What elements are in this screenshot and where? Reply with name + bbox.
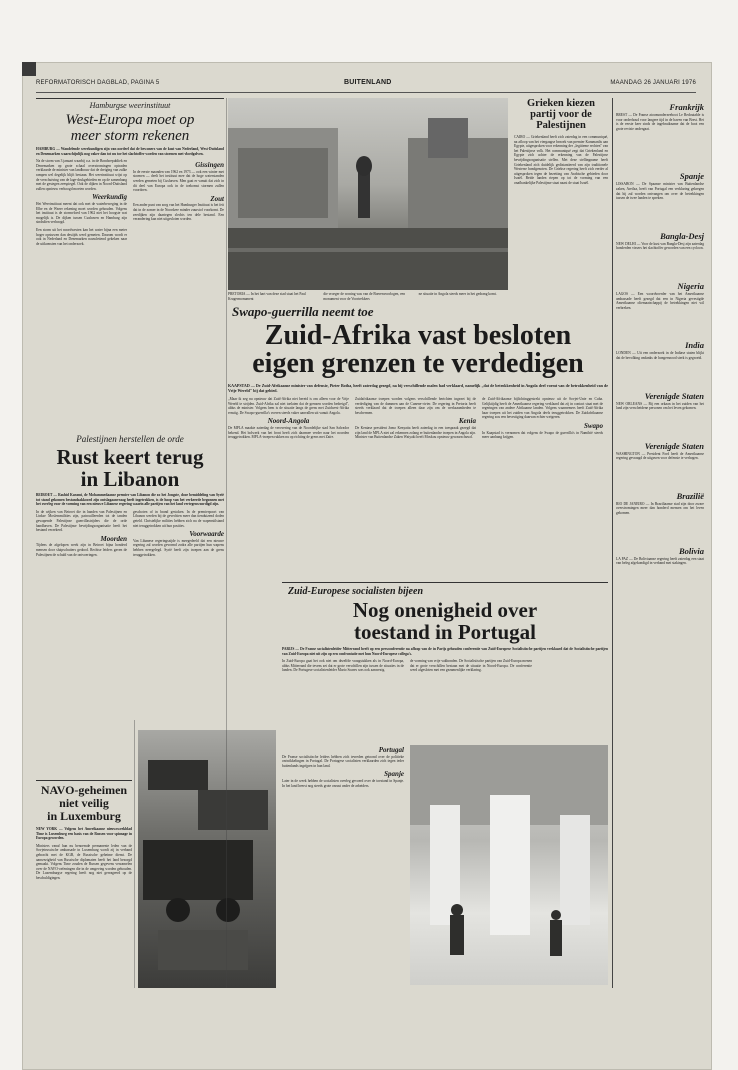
brief-verenigde-staten-2-title: Verenigde Staten <box>644 440 704 451</box>
article-navo <box>36 780 132 980</box>
brief-bolivia-title: Bolivia <box>678 545 704 556</box>
hamburg-sub-zout: Zout <box>210 194 224 203</box>
brief-spanje-body: LISSABON — De Spaanse minister van Buitenlandse zaken, Areilza, heeft van Portugal een verklaring gekregen dat hij zal worden ontvangen om over de betrekkingen tussen de twee landen te spreken. <box>616 182 704 201</box>
swapo-col3 <box>482 397 603 443</box>
swapo-col3b-text: In Kaapstad is vernomen dat volgens de Swapo de guerrilla's in Namibië steeds meer aanhang krijgen. <box>482 430 603 440</box>
portugal-continued <box>282 744 404 984</box>
hamburg-body3: Een storm uit het noordwesten kan het water bijna een meter hoger opstuwen dan destijds werd gemeten. Daarom wordt er ook in Nederland en Denemarken nauwlettend gekeken naar de uitkomsten van het onderzoek. <box>36 227 127 246</box>
brief-frankrijk <box>616 102 704 131</box>
navo-headline <box>36 784 132 823</box>
libanon-col1-text: In de wijken van Beiroet die in handen van Palestijnen en Linkse Moslemmilities zijn, patrouilleerden tot de tanden gewapende Palestijnse guerrillastrijders die de orde handhaven. De Palestijnse bevrijdingsorganisatie heeft het bestand verzekerd. <box>36 509 127 533</box>
libanon-col2-text: geschoten of in brand gestoken. In de premierpoort van Libanon werden bij de gevechten meer dan tienduizend doden geteld. Christelijke milities hebben zich na de wapenstilstand niet teruggetrokken uit hun posities. <box>133 509 224 528</box>
libanon-col1b-text: Tijdens de afgelopen week zijn in Beiroet bijna honderd mensen door sluipschutters gedood. Rechtse leiders gaven de Palestijnen de schuld van de ontvoeringen. <box>36 543 127 557</box>
header-section: BUITENLAND <box>344 79 392 86</box>
swapo-col2b-text: De Keniase president Jomo Kenyatta heeft zaterdag in een toespraak gezegd dat zijn land de MPLA niet zal erkennen zolang er buitenlandse troepen in Angola zijn. Minister van Buitenlandse Zaken Waiyaki heeft Moskou opnieuw gewaarschuwd. <box>355 425 476 440</box>
grieken-body: CAIRO — Griekenland heeft zich zaterdag in een communiqué, na afloop van het viergaagse bezoek van premier Karamanlis aan Egypte, uitgesproken voor erkenning der „legitieme rechten" van het Palestijnse volk. Het communiqué zegt dat Griekenland en Egypte zich achter de erkenning van de Palestijnse bevrijdingsorganisatie stellen. Met deze stellingname heeft Griekenland zich duidelijk gedistantieerd van zijn traditionele Westerse bondgenoten. De Griekse regering heeft zich eerder al uitgesproken tegen de bezetting van Arabische gebieden door Israël. Beide landen riepen op tot de vorming van een onafhankelijke Palestijnse staat naast de staat Israël. <box>514 135 608 185</box>
left-column-rule <box>226 98 227 988</box>
article-grieken <box>514 98 608 330</box>
pretoria-photo-scene <box>228 98 508 290</box>
navo-headline-line3: in Luxemburg <box>47 809 121 823</box>
brief-bangla-desj <box>616 231 704 251</box>
hamburg-body2: Het Weerinstituut meent dat ook met de waterbeweging in de Elbe en de Wezer rekening moet worden gehouden. Volgens het instituut is de stormvloed van 1962 niet het hoogste wat mogelijk is. De dijken tussen Cuxhaven en Hamburg zijn sindsdien verhoogd. <box>36 201 127 225</box>
grieken-headline-line1: Grieken kiezen <box>527 98 595 109</box>
swapo-col2 <box>355 397 476 443</box>
right-column-news <box>616 98 704 988</box>
libanon-kicker: Palestijnen herstellen de orde <box>76 434 184 444</box>
portugal-col1-text: In Zuid-Europa gaat het ook niet om dezelfde vraagstukken als in Noord-Europa, aldus Mitterrand die tevens zei dat er grote verschillen zijn tussen de situaties in de landen. De Portugese socialistenleider Mario Soares was ook aanwezig. <box>282 659 404 673</box>
libanon-col2 <box>133 510 224 560</box>
swapo-lead: KAAPSTAD — De Zuid-Afrikaanse minister van defensie, Pieter Botha, heeft zaterdag gezegd, na bij verschillende malen had verklaard, namelijk „dat de betrokkenheid in Angola deel vormt van de betrokkenheid van de Vrije Wereld" bij dat gebied. <box>228 383 608 393</box>
hamburg-body4: In de eerste maanden van 1962 en 1973 — ook een winter met stormen — deelt het instituut mee dat de hoge waterstanden werden gemeten bij Cuxhaven. Men gaat er vanuit dat zich in dit deel van Europa ook in de toekomst stormen zullen voordoen. <box>133 169 224 193</box>
portugal-col1 <box>282 659 404 676</box>
swapo-sub-kenia: Kenia <box>458 417 476 426</box>
hamburg-headline <box>36 112 224 144</box>
portugal-headline-line2: toestand in Portugal <box>353 620 536 644</box>
brief-brazilie-body: RIO DE JANEIRO — In Braziliaanse stad zijn door zware overstromingen meer dan honderd mensen om het leven gekomen. <box>616 501 704 516</box>
libanon-lead: BEIROET — Rashid Karami, de Mohammedaanse premier van Libanon die zo het Jongste, door bemiddeling van Syrië tot stand gekomen bestandsakkoord zijn ontslagaanvraag heeft ingetrokken, is de hoop van het verkeerde begonnen met het overleg voor de vorming van een nieuwe Libanese regering waarin alle partijen van het land vertegenwoordigd zijn. <box>36 493 224 507</box>
libanon-headline-line2: in Libanon <box>80 467 180 491</box>
brief-verenigde-staten-1-title: Verenigde Staten <box>644 390 704 401</box>
folded-corner <box>22 62 36 76</box>
swapo-headline-line1: Zuid-Afrika vast besloten <box>264 320 572 351</box>
brief-bangla-desj-title: Bangla-Desj <box>660 230 704 241</box>
brief-frankrijk-body: BREST — De Franse atoomonderzeeboot Le Redoutable is voor onderhoud voor langere tijd in de haven van Brest. Het is de eerste keer sinds de ingebruikname dat de boot een grote revisie ondergaat. <box>616 113 704 131</box>
brief-nigeria-body: LAGOS — Een woordvoerder van het Amerikaanse ambassade heeft gezegd dat een in Nigeria gevestigde Amerikaanse oliemaatschappij de betrekkingen niet wil verbreken. <box>616 291 704 310</box>
article-portugal <box>282 582 608 742</box>
pretoria-caption-3: ne situatie in Angola steeds meer in het gedrang komt. <box>418 292 497 296</box>
brief-spanje <box>616 171 704 200</box>
libanon-col1 <box>36 510 127 560</box>
swapo-col1-text: „Maar ik zeg nu opnieuw dat Zuid-Afrika niet bereid is om alleen voor de Vrije Wereld te strijden. Zuid-Afrika zal niet toelaten dat de grenzen worden bedreigd", aldus de minister. Volgens hem is de situatie langs de grens met Zuidwest-Afrika ernstig. De Swapo-guerrilla's voeren steeds vaker aanvallen uit vanuit Angola. <box>228 397 349 415</box>
swapo-headline-line2: eigen grenzen te verdedigen <box>252 348 584 379</box>
libanon-col2b-text: Van Libanese regeringszijde is meegedeeld dat een nieuwe regering zal worden gevormd zodra alle partijen hun wapens hebben neergelegd. Syrië heeft zijn troepen aan de grens teruggetrokken. <box>133 538 224 557</box>
brief-india-title: India <box>685 340 704 351</box>
swapo-col1 <box>228 397 349 443</box>
hamburg-sub-weerkundig: Weerkundig <box>92 193 127 202</box>
military-photo <box>138 730 276 988</box>
hamburg-lead: HAMBURG — Wandelende weerkundigen zijn van oordeel dat de bewoners van de kust van Nederland, West-Duitsland en Denemarken waarschijnlijk nog vaker dan tot nu toe het slachtoffer worden van stormen met vloedgolven. <box>36 147 224 156</box>
hamburg-col1 <box>36 159 127 249</box>
navo-lead: NEW YORK — Volgens het Amerikaanse nieuwsweekblad Time is Luxemburg een basis van de Russen voor spionage in Europa geworden. <box>36 827 132 841</box>
libanon-headline-line1: Rust keert terug <box>56 445 204 469</box>
brief-bolivia-body: LA PAZ — De Boliviaanse regering heeft zaterdag een staat van beleg afgekondigd in verband met stakingen. <box>616 556 704 566</box>
hamburg-body5: Een ander punt van zorg van het Hamburger Instituut is het feit dat in de zomer in de Noordzee minder zuurstof voorkomt. De zeedijken zijn daartegen slechts ten dele bestand. Een verandering kan niet uitgesloten worden. <box>133 203 224 222</box>
brief-bangla-desj-body: NEW DELHI — Voor de kust van Bangla-Desj zijn zaterdag honderden vissers het slachtoffer geworden van een cycloon. <box>616 241 704 251</box>
portugal-lead: PARIJS — De Franse socialistenleider Mitterrand heeft op een persconferentie na afloop van de in Parijs gehouden conferentie van Zuid-Europese Socialistische partijen verklaard dat de Socialistische partijen van Zuid-Europa niet uit zijn op een confrontatie met hun Noord-Europese collega's. <box>282 647 608 656</box>
portugal-col2 <box>410 659 532 676</box>
portugal-headline-line1: Nog onenigheid over <box>352 598 538 622</box>
hamburg-headline-line2: meer storm rekenen <box>70 128 190 144</box>
header-paper-name: REFORMATORISCH DAGBLAD, PAGINA 5 <box>36 80 160 86</box>
brief-verenigde-staten-1 <box>616 391 704 411</box>
brief-india-body: LONDEN — Uit een onderzoek in de Indiase staten blijkt dat de bevolking ondanks de hongersnood sterk is gegroeid. <box>616 351 704 360</box>
swapo-headline <box>228 322 608 378</box>
portugal-sub-portugal: Portugal <box>378 746 404 754</box>
brief-verenigde-staten-2 <box>616 441 704 461</box>
portugal-col2-text: de vorming van vrije vakbonden. De Socialistische partijen van Zuid-Europa menen dat er grote verschillen bestaan met de situatie in Noord-Europa. De conferentie werd afgesloten met een gezamenlijke verklaring. <box>410 659 532 673</box>
hamburg-col2 <box>133 159 224 249</box>
pretoria-caption-2: die vroeger de woning was van de Boerenvoorlogen, een monument voor de Voortrekkers <box>323 292 406 301</box>
hamburg-body: Na de storm van 3 januari waarbij o.a. in de Bondsrepubliek en Denemarken op grote schaal overstromingen optraden verklaarde de minister van landbouw dat de dreiging van zulke rampen wel degelijk blijft bestaan. Het weerinstituut wijst op de verschuiving van de lage-drukgebieden en op de samenhang met de gestegen zeespiegel. Ook de dijken in Noord-Duitsland zullen opnieuw verhoogd moeten worden. <box>36 159 128 191</box>
grieken-headline <box>514 98 608 131</box>
brief-nigeria <box>616 281 704 310</box>
pretoria-caption <box>228 292 508 301</box>
brief-frankrijk-title: Frankrijk <box>669 102 704 112</box>
swapo-col3-text: de Zuid-Afrikaanse bijlichtinggestrekt opnieuw uit de Sovjet-Unie en Cuba. Gelijktijdig heeft de Amerikaanse regering verklaard dat zij in contact staat met de regeringen van andere Afrikaanse landen. Volgens waarnemers heeft Zuid-Afrika haar troepen uit het zuiden van Angola deels teruggetrokken. De Zuidafrikaanse regering zou een bevestiging daarvan echter weigeren. <box>482 397 603 420</box>
navo-body: Ministers vanaf hun nu benoemde permanente leden van de Sovjetrussische ambassade in Luxemburg wordt zij in verband gebracht met de KGB, de Russische geheime dienst. De aanwezigheid van Russische diplomaten heeft het land bezorgd gemaakt. Volgens Time zouden de Russen gegevens verzamelen over de NAVO-oefeningen die in de omgeving worden gehouden. De Luxemburgse regering heeft nog niet gereageerd op de beschuldigingen. <box>36 843 132 880</box>
swapo-sub-noord-angola: Noord-Angola <box>267 417 310 426</box>
right-column-rule <box>612 98 613 988</box>
article-zuid-afrika <box>228 304 608 576</box>
brief-verenigde-staten-2-body: WASHINGTON — President Ford heeft de Amerikaanse regering gevraagd de uitgaven voor defensie te verhogen. <box>616 451 704 461</box>
swapo-sub-swapo: Swapo <box>583 421 603 430</box>
grieken-headline-line2: partij voor de <box>530 109 592 120</box>
page-header <box>36 80 696 93</box>
navo-headline-line1: NAVO-geheimen <box>40 783 128 797</box>
header-date: MAANDAG 26 JANUARI 1976 <box>610 80 696 86</box>
navo-column-rule <box>134 720 135 988</box>
grieken-headline-line3: Palestijnen <box>536 120 586 131</box>
military-photo-scene <box>138 730 276 988</box>
brief-india <box>616 340 704 360</box>
brief-verenigde-staten-1-body: NEW ORLEANS — Bij een orkaan in het zuiden van het land zijn verscheidene personen om het leven gekomen. <box>616 401 704 411</box>
hamburg-sub-gissingen: Gissingen <box>195 161 224 170</box>
portugal-sub-spanje: Spanje <box>384 770 404 779</box>
swapo-kicker: Swapo-guerrilla neemt toe <box>232 304 374 319</box>
ice-photo-scene <box>410 745 608 985</box>
portugal-col1b-text: De Franse socialistische leiders hebben zich tevreden getoond over de politieke ontwikkelingen in Portugal. De Portugese socialisten verklaarden zich tegen ieder buitenlands ingrijpen in hun land. <box>282 754 404 768</box>
hamburg-kicker: Hamburgse weerinstituut <box>89 101 171 110</box>
libanon-headline <box>36 446 224 490</box>
pretoria-photo <box>228 98 508 290</box>
article-hamburg <box>36 98 224 428</box>
libanon-sub-voorwaarde: Voorwaarde <box>189 530 224 539</box>
libanon-sub-moorden: Moorden <box>100 534 127 543</box>
hamburg-headline-line1: West-Europa moet op <box>65 112 195 128</box>
pretoria-caption-1: PRETORIA — In het hart van deze stad staat het Paul Krugermonument <box>228 292 306 301</box>
portugal-kicker: Zuid-Europese socialisten bijeen <box>288 586 423 597</box>
swapo-col1b-text: De MPLA maakte zaterdag de verovering van de Noordelijke stad San Salvador bekend. Het bolwerk van het front heeft zich daarmee verder naar het noorden teruggetrokken. MPLA-troepen rukken nu op richting de grens met Zaïre. <box>228 425 349 440</box>
brief-nigeria-title: Nigeria <box>677 280 704 291</box>
brief-brazilie-title: Brazilië <box>676 490 704 501</box>
article-libanon <box>36 434 224 644</box>
swapo-col2-text: Zuidafrikaanse troepen worden volgens verschillende berichten ingezet bij de verdediging van de dammen aan de Cunene-rivier. De regering in Pretoria heeft steeds verklaard dat de troepen alleen daar zijn om de werkzaamheden te beschermen. <box>355 397 476 415</box>
portugal-headline <box>282 599 608 643</box>
brief-brazilie <box>616 491 704 516</box>
navo-headline-line2: niet veilig <box>59 796 109 810</box>
ice-photo <box>410 745 608 985</box>
portugal-col1c-text: Later in de week hebben de socialisten overleg gevoerd over de toestand in Spanje. In het land heerst nog steeds grote onrust onder de arbeiders. <box>282 778 404 788</box>
brief-bolivia <box>616 546 704 566</box>
brief-spanje-title: Spanje <box>679 171 704 182</box>
